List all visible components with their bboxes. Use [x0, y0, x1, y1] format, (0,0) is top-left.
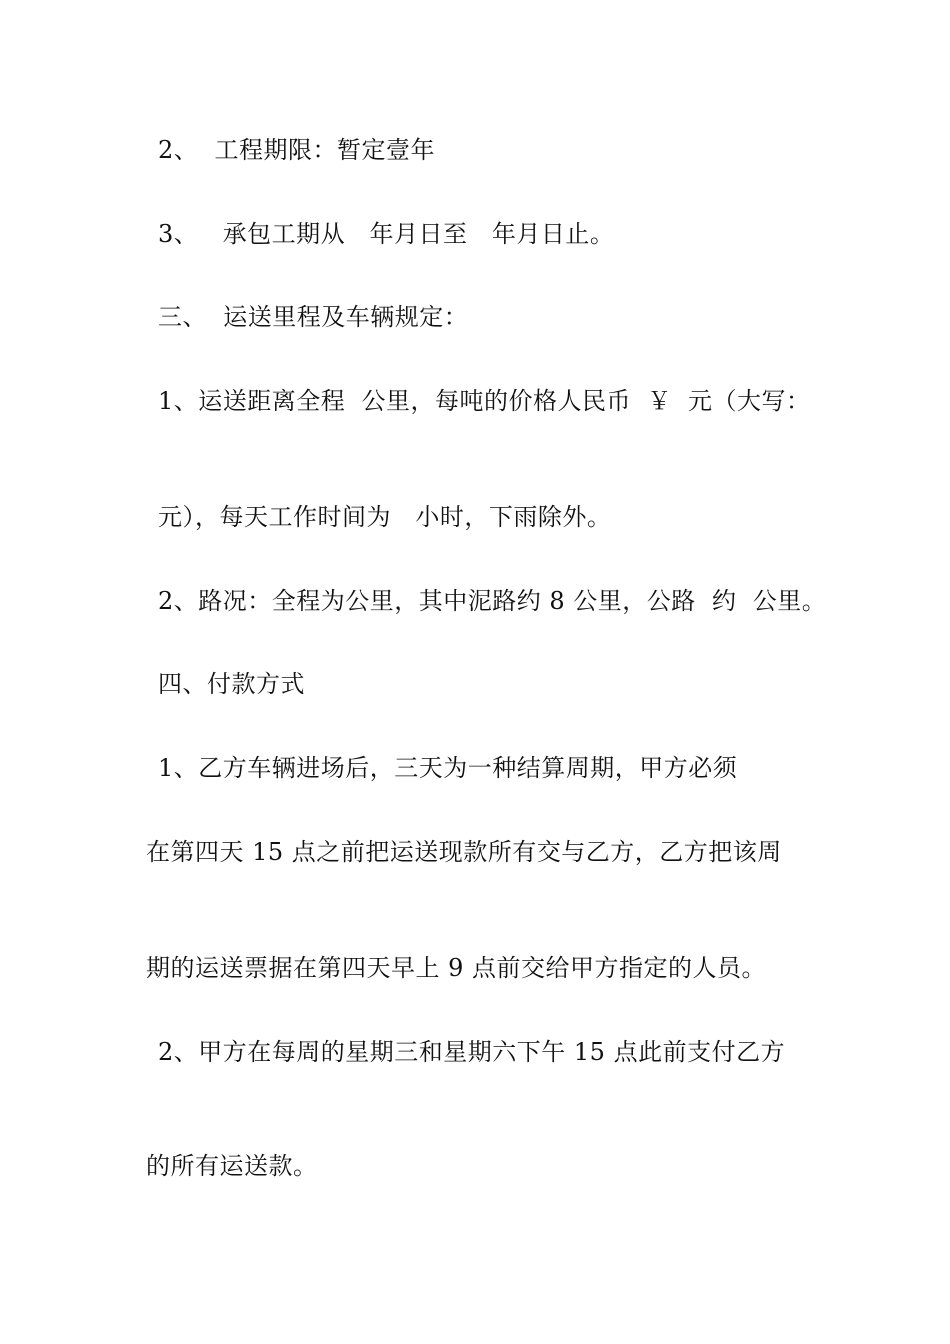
section-heading-payment: 四、付款方式 [158, 670, 305, 698]
clause-distance-price: 1、运送距离全程 公里，每吨的价格人民币 ￥ 元（大写： [158, 387, 811, 415]
clause-settlement-period: 1、乙方车辆进场后，三天为一种结算周期，甲方必须 [158, 754, 738, 782]
section-heading-transport: 三、 运送里程及车辆规定： [158, 303, 469, 331]
clause-payment-schedule-cont: 的所有运送款。 [146, 1152, 318, 1180]
clause-road-condition: 2、路况：全程为公里，其中泥路约 8 公里，公路 约 公里。 [158, 587, 827, 615]
clause-payment-schedule: 2、甲方在每周的星期三和星期六下午 15 点此前支付乙方 [158, 1038, 786, 1066]
clause-distance-price-cont: 元），每天工作时间为 小时，下雨除外。 [158, 503, 612, 531]
clause-contract-period: 3、 承包工期从 年月日至 年月日止。 [158, 220, 615, 248]
clause-duration: 2、 工程期限：暂定壹年 [158, 136, 436, 164]
clause-settlement-cont-2: 期的运送票据在第四天早上 9 点前交给甲方指定的人员。 [146, 954, 767, 982]
clause-settlement-cont-1: 在第四天 15 点之前把运送现款所有交与乙方，乙方把该周 [146, 838, 782, 866]
